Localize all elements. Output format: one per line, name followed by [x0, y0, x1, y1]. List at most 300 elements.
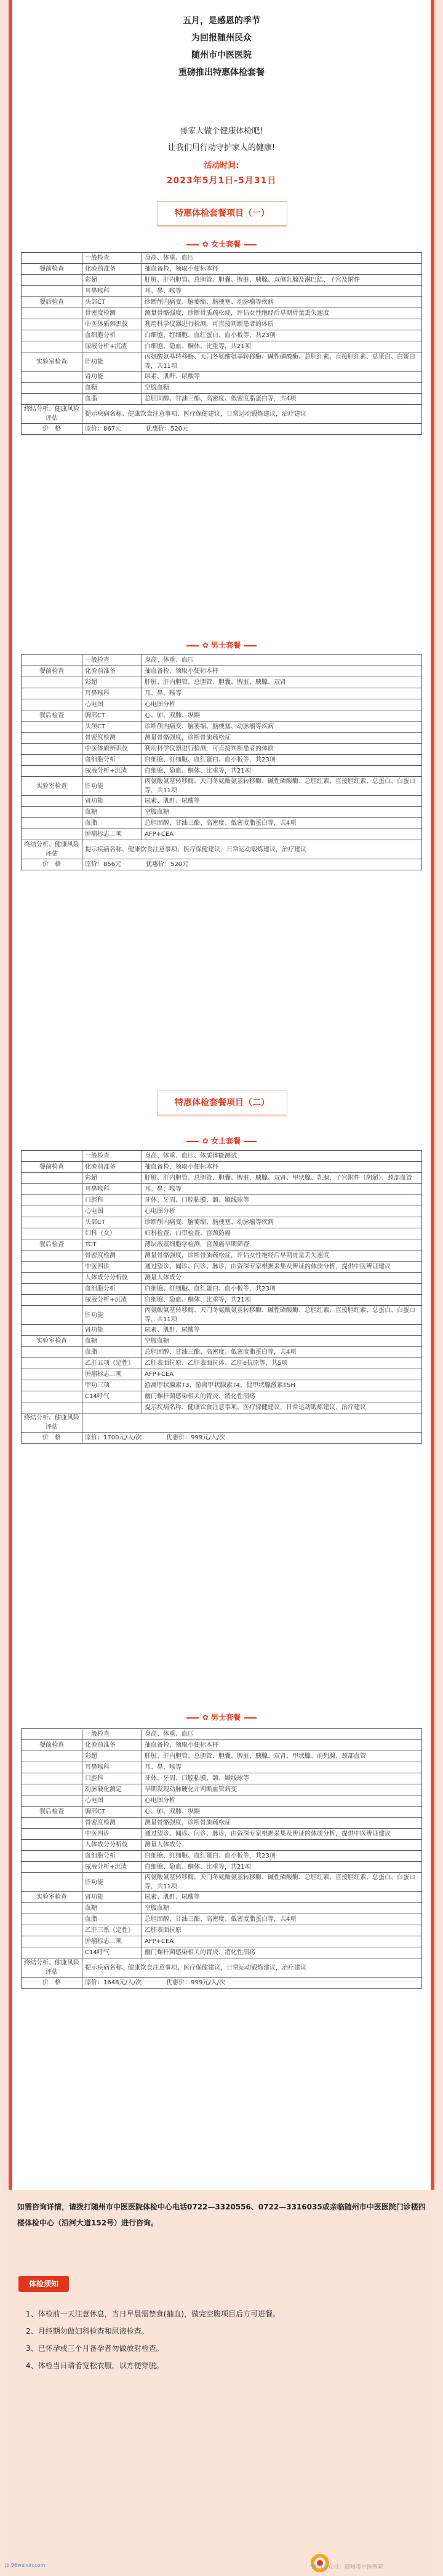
row-category	[22, 1773, 82, 1784]
row-category: 终结分析、健康风险评估	[22, 405, 82, 424]
invite-text	[9, 123, 434, 156]
row-description: 抽血备检，领取小便标本杯	[142, 264, 422, 275]
row-category	[22, 1818, 82, 1829]
row-category	[22, 383, 82, 394]
table-row	[22, 1380, 422, 1391]
row-description: 测量骨骼强度，诊断骨质疏松症	[142, 733, 422, 744]
female-package-title	[9, 239, 434, 249]
row-item: 血细胞分析	[82, 330, 142, 341]
row-category	[22, 1840, 82, 1851]
row-category	[22, 1380, 82, 1391]
row-description: 测量人体成分	[142, 1840, 422, 1851]
table-row	[22, 840, 422, 859]
row-description: 肝脏、肝内胆管、总胆管、胆囊、脾脏、胰腺、双肾	[142, 677, 422, 688]
row-item: 动脉硬化测定	[82, 1784, 142, 1795]
row-item: 胸部CT	[82, 710, 142, 722]
table-row	[22, 1162, 422, 1173]
table-row	[22, 1873, 422, 1892]
table-row	[22, 1273, 422, 1284]
row-description: 抽血备检，领取小便标本杯	[142, 666, 422, 677]
row-description: 尿素、肌酐、尿酸等	[142, 796, 422, 807]
row-item: 耳鼻喉科	[82, 1184, 142, 1195]
row-category	[22, 1306, 82, 1325]
row-description: 测量骨骼强度，诊断骨质疏松症，评估女性绝经后早期骨量丢失速度	[142, 308, 422, 319]
row-item: 血细胞分析	[82, 1284, 142, 1295]
row-category	[22, 319, 82, 330]
row-description: 通过望诊、闻诊、问诊、脉诊，由资深专家根据采集及辨证的体质分析，提供中医辨证建议	[142, 1829, 422, 1840]
row-description: 白细胞、红细胞、血红蛋白、血小板等，共23项	[142, 1851, 422, 1862]
table-row	[22, 796, 422, 807]
row-description: 抽血备检，领取小便标本杯	[142, 1162, 422, 1173]
table-row	[22, 1914, 422, 1925]
female-label: 女士套餐	[211, 1137, 241, 1145]
row-category	[22, 1873, 82, 1892]
row-item: 尿液分析+沉渣	[82, 341, 142, 352]
row-category	[22, 394, 82, 405]
row-item: 甲功三项	[82, 1380, 142, 1391]
row-item: 血脂	[82, 394, 142, 405]
row-description: 幽门螺杆菌感染相关的胃炎、消化性溃疡	[142, 1947, 422, 1958]
row-category	[22, 1402, 82, 1413]
row-category	[22, 1228, 82, 1239]
activity-dates: 2023年5月1日-5月31日	[166, 176, 277, 186]
female-label: 女士套餐	[211, 240, 241, 248]
pkg2-female-table	[21, 1150, 422, 1444]
row-item: 乙肝五项（定性）	[82, 1358, 142, 1369]
row-category	[22, 1391, 82, 1402]
row-category	[22, 1851, 82, 1862]
row-category	[22, 1925, 82, 1936]
row-item: 血细胞分析	[82, 755, 142, 766]
row-category	[22, 766, 82, 777]
intro-box	[150, 12, 293, 105]
row-item: 彩超	[82, 1751, 142, 1762]
table-row	[22, 688, 422, 699]
row-description: 肝脏、肝内胆管、总胆管、胆囊、脾脏、胰腺、双肾、甲状腺、前列腺、颈部血管	[142, 1751, 422, 1762]
table-row	[22, 275, 422, 286]
row-category: 价 格	[22, 1433, 82, 1444]
invite-line-2: 让我们用行动守护家人的健康!	[167, 143, 276, 153]
row-category: 餐前检查	[22, 1740, 82, 1751]
table-row	[22, 394, 422, 405]
row-item: 耳鼻喉科	[82, 688, 142, 699]
row-description: 提示疾病名称、健康饮食注意事项、医疗保健建议，日常运动锻炼建议，治疗建议	[82, 1958, 422, 1978]
row-description: 提示疾病名称、健康饮食注意事项、医疗保健建议，日常运动锻炼建议，治疗建议	[142, 1402, 422, 1413]
row-item: 骨密度检测	[82, 308, 142, 319]
row-category	[22, 1729, 82, 1740]
contact-info: 如需咨询详情，请拨打随州市中医医院体检中心电话0722—3320556、0722—3316035或亲临随州市中医医院门诊楼四楼体检中心（沿河大道152号）进行咨询。	[17, 2203, 426, 2227]
row-category	[22, 1862, 82, 1873]
table-row	[22, 1433, 422, 1444]
row-category: 终结分析、健康风险评估	[22, 1413, 82, 1433]
male-label: 男士套餐	[211, 1713, 241, 1722]
row-description: 利用科学仪器进行检测，可直接判断患者的体质	[142, 319, 422, 330]
row-category: 价 格	[22, 859, 82, 870]
row-item: 血脂	[82, 1914, 142, 1925]
row-description: 游离甲状腺素T3、游离甲状腺素T4、促甲状腺激素TSH	[142, 1380, 422, 1391]
table-row	[22, 405, 422, 424]
row-item: 肾功能	[82, 1892, 142, 1903]
table-row	[22, 1903, 422, 1914]
row-category	[22, 1762, 82, 1773]
row-category: 餐前检查	[22, 264, 82, 275]
male-icon: ✿	[202, 641, 209, 650]
row-item: 肿瘤标志二项	[82, 829, 142, 840]
row-description: 空腹血糖	[142, 1903, 422, 1914]
row-category	[22, 1273, 82, 1284]
row-category	[22, 744, 82, 755]
row-description: 身高、体重、血压	[142, 655, 422, 666]
row-item: 一般检查	[82, 1729, 142, 1740]
table-row	[22, 424, 422, 435]
row-item: 肿瘤标志二项	[82, 1369, 142, 1380]
row-item: 中医体质辨识仪	[82, 319, 142, 330]
row-category: 餐后检查	[22, 1807, 82, 1818]
row-description: 心、肺、双肺、纵隔	[142, 1807, 422, 1818]
table-row	[22, 1402, 422, 1413]
pkg1-male-table	[21, 654, 422, 870]
row-item: 肾功能	[82, 796, 142, 807]
notice-item: 1、体检前一天注意休息，当日早晨需禁食(抽血)，做完空腹项目后方可进餐。	[26, 2310, 281, 2318]
table-row	[22, 1795, 422, 1807]
table-row	[22, 755, 422, 766]
row-description: 身高、体重、血压	[142, 253, 422, 264]
table-row	[22, 1184, 422, 1195]
row-item: 血糖	[82, 383, 142, 394]
row-description: 利用科学仪器进行检测，可直接判断患者的体质	[142, 744, 422, 755]
activity-time	[9, 159, 434, 188]
row-description: 原价：867元 优惠价：520元	[82, 424, 422, 435]
table-row	[22, 1336, 422, 1347]
row-item: 尿液分析+沉渣	[82, 1295, 142, 1306]
row-category	[22, 796, 82, 807]
table-row	[22, 666, 422, 677]
row-item: 心电图	[82, 1206, 142, 1217]
table-row	[22, 655, 422, 666]
row-description: 心电图分析	[142, 1206, 422, 1217]
table-row	[22, 1347, 422, 1358]
row-description: 空腹血糖	[142, 1336, 422, 1347]
row-category	[22, 1347, 82, 1358]
row-description: 薄层液基细胞学检测，宫颈癌早期筛查	[142, 1239, 422, 1250]
row-category: 餐后检查	[22, 1239, 82, 1250]
notice-tag: 体检须知	[18, 2276, 69, 2292]
invite-line-1: 哥家人做个健康体检吧!	[180, 127, 263, 136]
row-description: 白细胞、红细胞、血红蛋白、血小板等，共23项	[142, 1284, 422, 1295]
male-label: 男士套餐	[211, 641, 241, 650]
row-category: 实验室检查	[22, 352, 82, 372]
row-category	[22, 1262, 82, 1273]
row-category: 终结分析、健康风险评估	[22, 1958, 82, 1978]
row-category	[22, 330, 82, 341]
table-row	[22, 1829, 422, 1840]
table-row	[22, 1284, 422, 1295]
table-row	[22, 1784, 422, 1795]
row-item: 血脂	[82, 1347, 142, 1358]
row-description: 乙肝表面抗原	[142, 1925, 422, 1936]
row-item: 中医四诊	[82, 1262, 142, 1273]
row-description: 提示疾病名称、健康饮食注意事项、医疗保健建议，日常运动锻炼建议，治疗建议	[82, 405, 422, 424]
table-row	[22, 1936, 422, 1947]
row-description: 身高、体重、血压、体质体能测试	[142, 1151, 422, 1162]
row-description: 耳、鼻、喉等	[142, 1184, 422, 1195]
table-row	[22, 1195, 422, 1206]
intro-line: 随州市中医医院	[191, 50, 252, 60]
row-item: 肾功能	[82, 372, 142, 383]
row-description: AFP+CEA	[142, 829, 422, 840]
row-description: 通过望诊、闻诊、问诊、脉诊，由资深专家根据采集及辨证的体质分析，提供中医辨证建议	[142, 1262, 422, 1273]
row-item: 中医体质辨识仪	[82, 744, 142, 755]
row-category	[22, 722, 82, 733]
row-description: 总胆固醇、甘油三酯、高密度、低密度脂蛋白等，共4项	[142, 394, 422, 405]
row-item: 耳鼻喉科	[82, 1762, 142, 1773]
row-category	[22, 1936, 82, 1947]
row-item: 口腔科	[82, 1773, 142, 1784]
table-row	[22, 286, 422, 297]
row-description: 白细胞、隐血、酮体、比重等，共21项	[142, 1295, 422, 1306]
intro-line: 五月，是感恩的季节	[183, 16, 260, 26]
row-description: 心电图分析	[142, 1795, 422, 1807]
activity-label: 活动时间:	[204, 161, 239, 170]
table-row	[22, 1217, 422, 1228]
row-category	[22, 807, 82, 818]
row-category	[22, 1217, 82, 1228]
row-item: 血细胞分析	[82, 1851, 142, 1862]
table-row	[22, 1239, 422, 1250]
row-category: 实验室检查	[22, 1336, 82, 1347]
row-description: 诊断颅内病变、脑萎缩、脑梗塞、动脉瘤等疾病	[142, 297, 422, 308]
row-category: 餐前检查	[22, 666, 82, 677]
table-row	[22, 1369, 422, 1380]
row-item: 骨密度检测	[82, 733, 142, 744]
row-description: 尿素、肌酐、尿酸等	[142, 1325, 422, 1336]
table-row	[22, 807, 422, 818]
male-package-title-2	[9, 1712, 434, 1722]
row-category	[22, 699, 82, 710]
row-item: 中医四诊	[82, 1829, 142, 1840]
row-category	[22, 1795, 82, 1807]
row-description: 丙氨酸氨基转移酶、天门冬氨酸氨基转移酶、碱性磷酸酶、总胆红素、直接胆红素、总蛋白、白蛋白等，共11项	[142, 1306, 422, 1325]
row-category: 实验室检查	[22, 1892, 82, 1903]
row-category	[22, 1369, 82, 1380]
row-description: 牙体、牙周、口腔粘膜、颌、颞线球等	[142, 1773, 422, 1784]
row-category	[22, 1206, 82, 1217]
table-row	[22, 341, 422, 352]
table-row	[22, 1391, 422, 1402]
row-item: 人体成分分析仪	[82, 1840, 142, 1851]
row-item: 心电图	[82, 699, 142, 710]
row-category: 餐前检查	[22, 1162, 82, 1173]
row-item: 胸部CT	[82, 1807, 142, 1818]
row-description: 心、肺、双肺、纵隔	[142, 710, 422, 722]
table-row	[22, 319, 422, 330]
table-row	[22, 733, 422, 744]
row-description: 原价：1700元/人/次 优惠价：999元/人/次	[82, 1433, 422, 1444]
table-row	[22, 1173, 422, 1184]
row-item: 骨密度检测	[82, 1250, 142, 1262]
table-row	[22, 1958, 422, 1978]
row-item: 肝功能	[82, 1873, 142, 1892]
row-description: 丙氨酸氨基转移酶、天门冬氨酸氨基转移酶、碱性磷酸酶、总胆红素、直接胆红素、总蛋白、白蛋白等，共11项	[142, 352, 422, 372]
row-description: 白细胞、隐血、酮体、比重等，共21项	[142, 766, 422, 777]
female-package-title-2	[9, 1135, 434, 1146]
table-row	[22, 253, 422, 264]
table-row	[22, 744, 422, 755]
row-category	[22, 655, 82, 666]
row-description: 肝脏、肝内胆管、总胆管、胆囊、脾脏、胰腺、双肾、甲状腺、乳腺、子宫附件（阴超）、颈部血管	[142, 1173, 422, 1184]
table-row	[22, 1262, 422, 1273]
row-category	[22, 286, 82, 297]
row-category	[22, 818, 82, 829]
row-category	[22, 733, 82, 744]
row-item: 化验前准备	[82, 264, 142, 275]
row-item: 血糖	[82, 807, 142, 818]
table-row	[22, 1729, 422, 1740]
row-category: 餐后检查	[22, 710, 82, 722]
row-item: 头部CT	[82, 297, 142, 308]
row-description: 早期发现动脉硬化并判断血管病变	[142, 1784, 422, 1795]
row-category	[22, 688, 82, 699]
row-category	[22, 372, 82, 383]
page	[9, 0, 434, 2576]
row-item: 骨密度检测	[82, 1818, 142, 1829]
table-row	[22, 264, 422, 275]
table-row	[22, 1840, 422, 1851]
male-package-title	[9, 640, 434, 650]
row-item: C14呼气	[82, 1947, 142, 1958]
package-one-banner: 特惠体检套餐项目（一）	[157, 201, 287, 226]
row-description: 总胆固醇、甘油三酯、高密度、低密度脂蛋白等，共4项	[142, 818, 422, 829]
row-category: 价 格	[22, 1978, 82, 1989]
row-description: AFP+CEA	[142, 1369, 422, 1380]
table-row	[22, 1773, 422, 1784]
row-category	[22, 1358, 82, 1369]
row-item: 妇科（女）	[82, 1228, 142, 1239]
table-row	[22, 1978, 422, 1989]
table-row	[22, 777, 422, 796]
row-item: 头颅CT	[82, 722, 142, 733]
table-row	[22, 1295, 422, 1306]
row-description: 白细胞、隐血、酮体、比重等，共21项	[142, 1862, 422, 1873]
row-item: 血糖	[82, 1336, 142, 1347]
table-row	[22, 829, 422, 840]
row-description: 原价：1648元/人/次 优惠价：999元/人/次	[82, 1978, 422, 1989]
table-row	[22, 1892, 422, 1903]
male-icon: ✿	[202, 1713, 209, 1722]
row-item: 人体成分分析仪	[82, 1273, 142, 1284]
row-category	[22, 1250, 82, 1262]
row-description: 诊断颅内病变、脑萎缩、脑梗塞、动脉瘤等疾病	[142, 722, 422, 733]
row-description: 丙氨酸氨基转移酶、天门冬氨酸氨基转移酶、碱性磷酸酶、总胆红素、直接胆红素、总蛋白、白蛋白等，共11项	[142, 1873, 422, 1892]
row-item: 肿瘤标志二项	[82, 1936, 142, 1947]
row-category	[22, 1184, 82, 1195]
row-description: 提示疾病名称、健康饮食注意事项、医疗保健建议，日常运动锻炼建议，治疗建议	[82, 840, 422, 859]
row-category	[22, 341, 82, 352]
notice-item: 3、已怀孕或三个月备孕者勿做放射检查。	[26, 2344, 164, 2353]
table-row	[22, 308, 422, 319]
row-description: 耳、鼻、喉等	[142, 1762, 422, 1773]
row-description: 抽血备检，领取小便标本杯	[142, 1740, 422, 1751]
row-category: 实验室检查	[22, 777, 82, 796]
table-row	[22, 1358, 422, 1369]
row-item: 一般检查	[82, 655, 142, 666]
row-description: 牙体、牙周、口腔粘膜、颌、颞线球等	[142, 1195, 422, 1206]
notice-item: 4、体检当日请着宽松衣服，以方便穿脱。	[26, 2361, 164, 2370]
row-category	[22, 308, 82, 319]
row-category	[22, 677, 82, 688]
row-description: 测量人体成分	[142, 1273, 422, 1284]
row-category	[22, 1947, 82, 1958]
row-item: 血糖	[82, 1903, 142, 1914]
table-row	[22, 699, 422, 710]
table-row	[22, 352, 422, 372]
row-item	[82, 1402, 142, 1413]
table-row	[22, 710, 422, 722]
row-description: 尿素、肌酐、尿酸等	[142, 1892, 422, 1903]
row-description: 肝脏、肝内胆管、总胆管、胆囊、脾脏、胰腺、双侧乳腺及淋巴结、子宫及附件	[142, 275, 422, 286]
row-category	[22, 1151, 82, 1162]
table-row	[22, 818, 422, 829]
row-item: 化验前准备	[82, 1740, 142, 1751]
table-row	[22, 1751, 422, 1762]
table-row	[22, 1325, 422, 1336]
table-row	[22, 722, 422, 733]
table-row	[22, 1151, 422, 1162]
row-description: 测量骨骼强度，诊断骨质疏松症，评估女性绝经后早期骨量丢失速度	[142, 1250, 422, 1262]
row-item: 化验前准备	[82, 1162, 142, 1173]
table-row	[22, 1228, 422, 1239]
row-description: 白细胞、红细胞、血红蛋白、血小板等，共23项	[142, 330, 422, 341]
row-description: 总胆固醇、甘油三酯、高密度、低密度脂蛋白等，共4项	[142, 1914, 422, 1925]
row-item: 心电图	[82, 1795, 142, 1807]
table-row	[22, 1206, 422, 1217]
table-row	[22, 297, 422, 308]
row-item: 化验前准备	[82, 666, 142, 677]
table-row	[22, 1818, 422, 1829]
table-row	[22, 330, 422, 341]
row-description: 测量骨骼强度，诊断骨质疏松症	[142, 1818, 422, 1829]
row-item: 口腔科	[82, 1195, 142, 1206]
row-category	[22, 1829, 82, 1840]
female-icon: ✿	[202, 240, 209, 248]
row-description: 总胆固醇、甘油三酯、高密度、低密度脂蛋白等，共4项	[142, 1347, 422, 1358]
row-category: 餐后检查	[22, 297, 82, 308]
row-description: 乙肝表面抗原、乙肝表面抗体、乙肝e抗原等，共5项	[142, 1358, 422, 1369]
row-item: 尿液分析+沉渣	[82, 1862, 142, 1873]
row-description: 白细胞、隐血、酮体、比重等，共21项	[142, 341, 422, 352]
table-row	[22, 1947, 422, 1958]
table-row	[22, 1413, 422, 1433]
row-description: 空腹血糖	[142, 807, 422, 818]
row-category	[22, 253, 82, 264]
row-item: 肝功能	[82, 1306, 142, 1325]
table-row	[22, 1306, 422, 1325]
row-category	[22, 1173, 82, 1184]
row-category	[22, 829, 82, 840]
row-category	[22, 1914, 82, 1925]
row-category	[22, 1784, 82, 1795]
female-icon: ✿	[202, 1137, 209, 1145]
watermark-left: jb.96weixin.com	[5, 2562, 46, 2568]
row-description: 诊断颅内病变、脑萎缩、脑梗塞、动脉瘤等疾病	[142, 1217, 422, 1228]
table-row	[22, 1925, 422, 1936]
row-description: 耳、鼻、喉等	[142, 688, 422, 699]
row-category	[22, 1751, 82, 1762]
row-description: 丙氨酸氨基转移酶、天门冬氨酸氨基转移酶、碱性磷酸酶、总胆红素、直接胆红素、总蛋白、白蛋白等，共11项	[142, 777, 422, 796]
intro-line: 重磅推出特惠体检套餐	[178, 68, 265, 78]
row-item: TCT	[82, 1239, 142, 1250]
row-category	[22, 275, 82, 286]
